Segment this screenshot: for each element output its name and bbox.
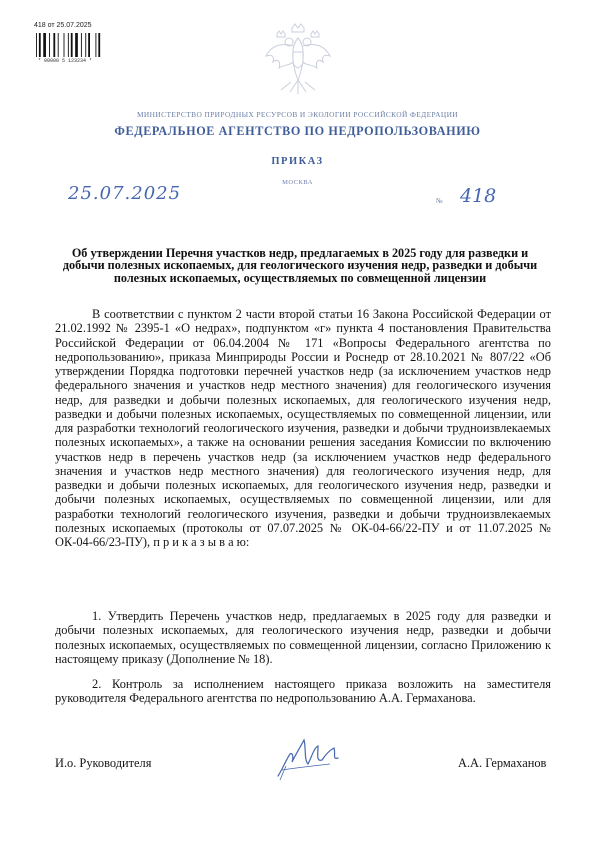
issue-city: МОСКВА — [282, 179, 313, 186]
order-item-2: 2. Контроль за исполнением настоящего приказа возложить на заместителя руководителя Федерального агентства по недропользованию А.А. Гермаханова. — [55, 677, 551, 706]
document-type: ПРИКАЗ — [271, 156, 324, 167]
order-heading: Об утверждении Перечня участков недр, предлагаемых в 2025 году для разведки и добычи полезных ископаемых, для геологического изучения недр, разведки и добычи полезных ископаемых, осуществляемых по совмещенной лицензии — [62, 246, 538, 285]
agency-name: ФЕДЕРАЛЬНОЕ АГЕНТСТВО ПО НЕДРОПОЛЬЗОВАНИЮ — [114, 124, 481, 138]
order-item-1: 1. Утвердить Перечень участков недр, предлагаемых в 2025 году для разведки и добычи полезных ископаемых, для геологического изучения недр, разведки и добычи полезных ископаемых, осуществляемых по совмещенной лицензии, согласно Приложению к настоящему приказу (Дополнение № 18). — [55, 609, 551, 666]
barcode-icon — [36, 33, 120, 57]
signatory-name: А.А. Гермаханов — [458, 756, 547, 770]
ministry-name: МИНИСТЕРСТВО ПРИРОДНЫХ РЕСУРСОВ И ЭКОЛОГИИ РОССИЙСКОЙ ФЕДЕРАЦИИ — [136, 110, 459, 119]
registration-stamp — [34, 22, 124, 68]
russian-coat-of-arms-icon — [263, 22, 333, 98]
preamble-paragraph: В соответствии с пунктом 2 части второй статьи 16 Закона Российской Федерации от 21.02.1992 № 2395-1 «О недрах», подпунктом «г» пункта 4 постановления Правительства Российской Федерации от 06.04.2004 № 171 «Вопросы Федерального агентства по недропользованию», приказа Минприроды России и Роснедр от 28.10.2021 № 807/22 «Об утверждении Порядка подготовки перечней участков недр (за исключением участков недр федерального значения и участков недр местного значения) для геологического изучения недр, для разведки и добычи полезных ископаемых, для геологического изучения недр, разведки и добычи полезных ископаемых, осуществляемых по совмещенной лицензии, или для разработки технологий геологического изучения, разведки и добычи трудноизвлекаемых полезных ископаемых», а также на основании решения заседания Комиссии по включению участков недр в перечень участков недр (за исключением участков недр федерального значения и участков недр местного значения) для геологического изучения недр, для разведки и добычи полезных ископаемых, для геологического изучения недр, разведки и добычи полезных ископаемых, осуществляемых по совмещенной лицензии, или для разработки технологий геологического изучения, разведки и добычи трудноизвлекаемых полезных ископаемых (протоколы от 07.07.2025 № ОК-04-66/22-ПУ и от 11.07.2025 № ОК-04-66/23-ПУ), п р и к а з ы в а ю: — [55, 307, 551, 549]
barcode-number: * 00000 5 123234 * — [38, 58, 93, 64]
handwritten-signature-icon — [272, 730, 348, 786]
registration-number: 418 от 25.07.2025 — [34, 22, 92, 29]
signatory-role: И.о. Руководителя — [55, 756, 152, 770]
handwritten-date: 25.07.2025 — [68, 183, 182, 204]
number-label: № — [436, 197, 443, 205]
handwritten-number: 418 — [460, 185, 497, 207]
